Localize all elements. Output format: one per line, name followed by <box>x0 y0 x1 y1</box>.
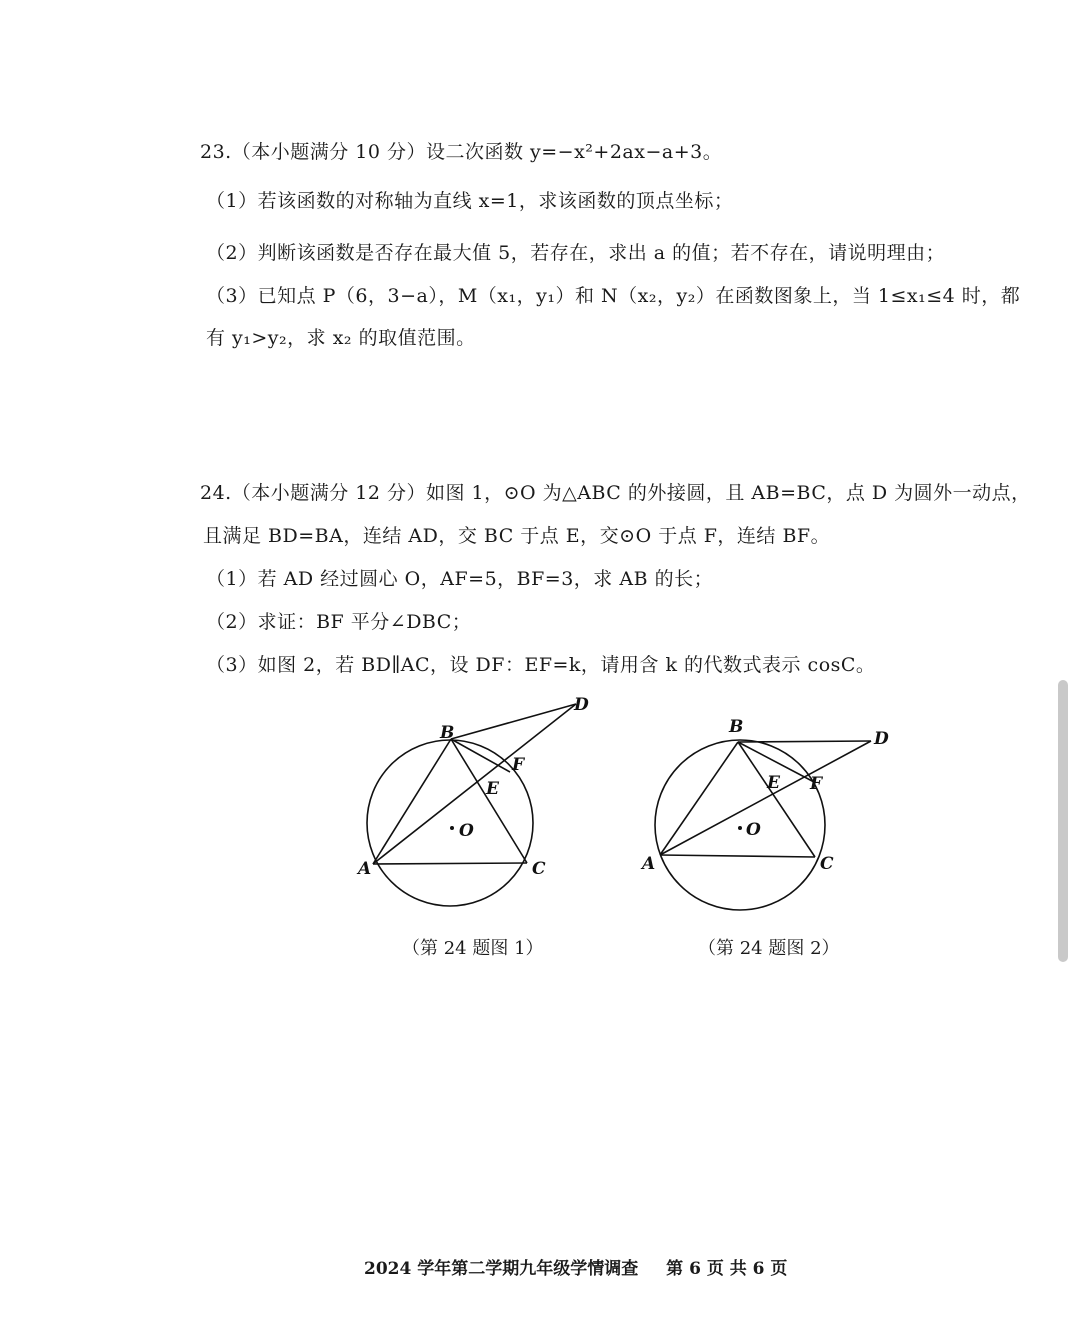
page-footer <box>364 1254 809 1279</box>
footer-page-number: 第 6 页 共 6 页 <box>666 1259 788 1279</box>
q23-part1: （1）若该函数的对称轴为直线 x=1，求该函数的顶点坐标； <box>206 190 734 212</box>
q24-part1: （1）若 AD 经过圆心 O，AF=5，BF=3，求 AB 的长； <box>206 568 714 590</box>
fig2-caption: （第 24 题图 2） <box>698 938 840 959</box>
q24-header: 24.（本小题满分 12 分）如图 1，⊙O 为△ABC 的外接圆，且 AB=BC，点 D 为圆外一动点， <box>200 482 1031 504</box>
fig2-label-e: E <box>767 773 780 793</box>
q23-header: 23.（本小题满分 10 分）设二次函数 y=−x²+2ax−a+3。 <box>200 141 723 163</box>
fig1-label-e: E <box>486 779 499 799</box>
fig2-label-o: O <box>746 820 761 840</box>
fig2-label-a: A <box>642 854 656 874</box>
fig2-segment-ac <box>660 855 815 857</box>
fig1-label-b: B <box>440 723 455 743</box>
fig1-label-o: O <box>459 821 474 841</box>
fig1-label-d: D <box>574 695 589 715</box>
fig2-label-c: C <box>820 854 834 874</box>
fig1-segment-ab <box>373 739 451 864</box>
q23-part3-line2: 有 y₁>y₂，求 x₂ 的取值范围。 <box>206 327 476 349</box>
fig1-caption: （第 24 题图 1） <box>402 938 544 959</box>
figure-2 <box>630 705 910 935</box>
fig1-segment-ac <box>373 863 527 864</box>
fig2-label-d: D <box>874 729 889 749</box>
q24-part2: （2）求证：BF 平分∠DBC； <box>206 611 472 633</box>
q23-part3-line1: （3）已知点 P（6，3−a），M（x₁，y₁）和 N（x₂，y₂）在函数图象上，当 1≤x₁≤4 时，都 <box>206 285 1021 307</box>
fig1-label-c: C <box>532 859 546 879</box>
fig2-label-f: F <box>810 774 823 794</box>
q23-part2: （2）判断该函数是否存在最大值 5，若存在，求出 a 的值；若不存在，请说明理由； <box>206 242 946 264</box>
fig2-center-dot <box>738 826 742 830</box>
fig1-circle <box>367 740 533 906</box>
fig2-segment-ad <box>660 741 871 855</box>
fig1-segment-bf <box>451 739 510 772</box>
fig1-segment-ad <box>373 704 576 864</box>
vertical-scrollbar[interactable] <box>1058 680 1068 962</box>
q24-header-line2: 且满足 BD=BA，连结 AD，交 BC 于点 E，交⊙O 于点 F，连结 BF。 <box>203 525 831 547</box>
figure-1 <box>340 690 610 930</box>
fig1-label-f: F <box>512 755 525 775</box>
fig1-center-dot <box>450 826 454 830</box>
fig1-label-a: A <box>358 859 372 879</box>
q24-part3: （3）如图 2，若 BD∥AC，设 DF：EF=k，请用含 k 的代数式表示 cosC。 <box>206 654 876 676</box>
fig2-segment-ab <box>660 742 738 855</box>
fig2-segment-bd <box>738 741 871 742</box>
fig2-label-b: B <box>729 717 744 737</box>
fig1-segment-bd <box>451 704 576 739</box>
footer-title: 2024 学年第二学期九年级学情调查 <box>364 1259 639 1279</box>
